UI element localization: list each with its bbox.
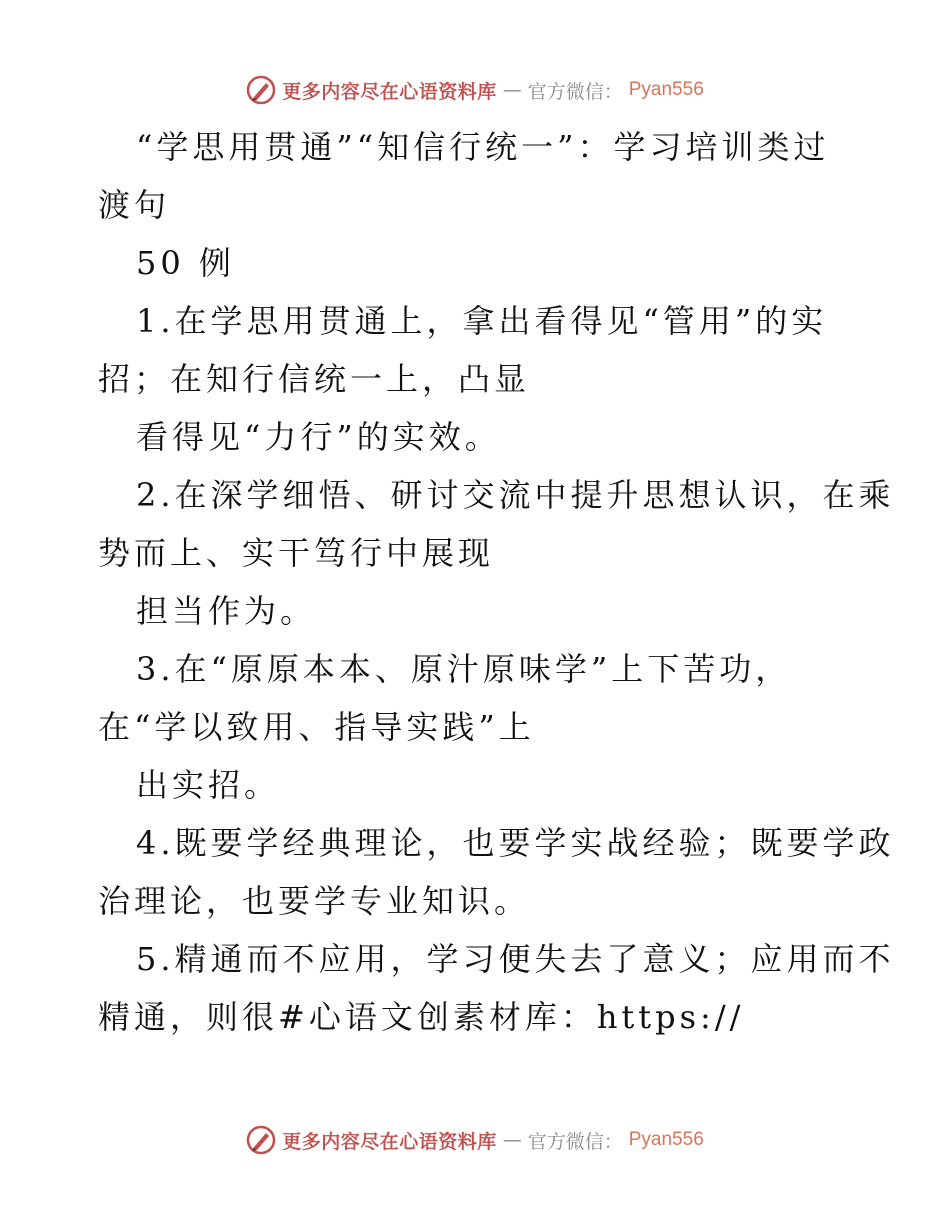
- doc-line: 5.精通而不应用，学习便失去了意义；应用而不: [136, 940, 895, 978]
- doc-line: 3.在“原原本本、原汁原味学”上下苦功，: [136, 650, 792, 688]
- doc-line: 1.在学思用贯通上，拿出看得见“管用”的实: [136, 302, 828, 340]
- watermark-text: 更多内容尽在心语资料库: [282, 1130, 497, 1153]
- doc-line: 4.既要学经典理论，也要学实战经验；既要学政: [136, 824, 895, 862]
- doc-line: 势而上、实干笃行中展现: [98, 534, 495, 572]
- doc-line: 治理论，也要学专业知识。: [98, 882, 531, 920]
- doc-line: 2.在深学细悟、研讨交流中提升思想认识，在乘: [136, 476, 895, 514]
- doc-line: 在“学以致用、指导实践”上: [98, 708, 535, 746]
- document-body: [98, 118, 895, 1046]
- doc-line: 50 例: [136, 244, 235, 282]
- doc-line: 精通，则很#心语文创素材库：https://: [98, 998, 745, 1036]
- watermark-separator: —: [502, 1129, 522, 1151]
- watermark-separator: —: [502, 79, 522, 101]
- doc-line: 看得见“力行”的实效。: [136, 418, 501, 456]
- doc-line: 出实招。: [136, 766, 281, 804]
- header-watermark: [0, 70, 950, 110]
- pen-logo-icon: [246, 75, 276, 105]
- doc-line: 担当作为。: [136, 592, 317, 630]
- watermark-label: 官方微信：: [527, 1130, 623, 1153]
- watermark-label: 官方微信：: [527, 80, 623, 103]
- watermark-text: 更多内容尽在心语资料库: [282, 80, 497, 103]
- watermark-handle: Pyan556: [628, 1129, 704, 1150]
- doc-line: 招；在知行信统一上，凸显: [98, 360, 531, 398]
- watermark-handle: Pyan556: [628, 79, 704, 100]
- doc-line: 渡句: [98, 186, 171, 224]
- doc-line: “学思用贯通”“知信行统一”：学习培训类过: [136, 128, 830, 166]
- footer-watermark: [0, 1120, 950, 1160]
- pen-logo-icon: [246, 1125, 276, 1155]
